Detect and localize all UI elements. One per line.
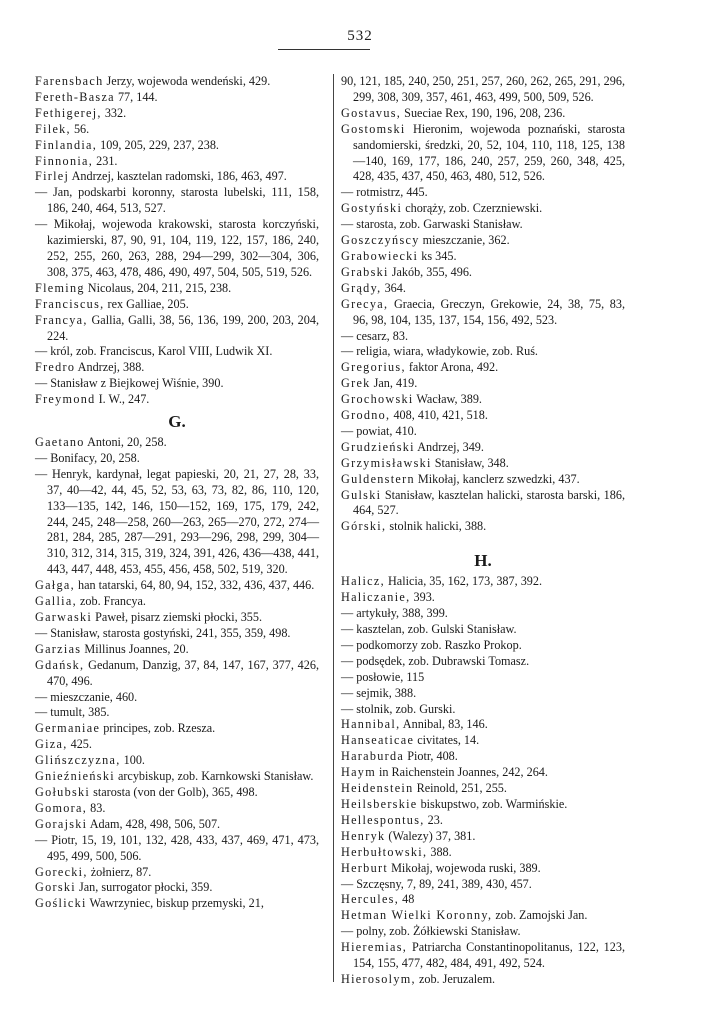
entry-headword: Gregorius, xyxy=(341,360,406,375)
entry-text: mieszczanie, 362. xyxy=(422,233,510,248)
entry-text: Mikołaj, wojewoda ruski, 389. xyxy=(391,860,541,875)
entry-text: — polny, zob. Żółkiewski Stanisław. xyxy=(341,924,521,939)
entry-text: in Raichenstein Joannes, 242, 264. xyxy=(379,765,548,780)
entry-text: 48 xyxy=(402,892,415,907)
entry-headword: Grzymisławski xyxy=(341,455,432,470)
entry-headword: Gostavus, xyxy=(341,105,402,120)
entry-text: — stolnik, zob. Gurski. xyxy=(341,701,456,716)
entry-text: — Stanisław, starosta gostyński, 241, 355, 359, 498. xyxy=(35,625,291,640)
entry-text: — Piotr, 15, 19, 101, 132, 428, 433, 437, 469, 471, 473, 495, 499, 500, 506. xyxy=(35,832,319,863)
entry-headword: Grądy, xyxy=(341,280,382,295)
index-entry xyxy=(35,451,319,467)
entry-text: rex Galliae, 205. xyxy=(107,296,189,311)
entry-text: Patriarcha Constantinopolitanus, 122, 123, 154, 155, 477, 482, 484, 491, 492, 524. xyxy=(353,940,626,971)
entry-text: Hieronim, wojewoda poznański, starosta sandomierski, średzki, 20, 52, 104, 110, 118, 125, 138—140, 169, 177, 186, 240, 257, 259, 260, 348, 425, 428, 435, 437, 450, 463, 480, 512, 526. xyxy=(353,121,625,184)
entry-headword: Franciscus, xyxy=(35,296,105,311)
entry-text: Antoni, 20, 258. xyxy=(87,435,167,450)
entry-headword: Gostyński xyxy=(341,201,403,216)
entry-headword: Farensbach xyxy=(35,74,104,88)
index-entry xyxy=(341,424,625,440)
entry-text: civitates, 14. xyxy=(417,733,480,748)
entry-headword: Goślicki xyxy=(35,896,87,911)
entry-headword: Grudzieński xyxy=(341,439,415,454)
index-entry xyxy=(341,408,625,424)
entry-text: chorąży, zob. Czerzniewski. xyxy=(405,201,543,216)
entry-headword: Grabski xyxy=(341,264,389,279)
index-entry xyxy=(341,702,625,718)
index-entry xyxy=(341,829,625,845)
entry-text: (Walezy) 37, 381. xyxy=(388,828,476,843)
column-divider xyxy=(333,74,334,982)
entry-headword: Gorajski xyxy=(35,816,88,831)
entry-text: Stanisław, kasztelan halicki, starosta barski, 186, 464, 527. xyxy=(353,487,625,518)
index-entry xyxy=(35,467,319,578)
entry-headword: Garzias xyxy=(35,641,82,656)
index-entry xyxy=(341,456,625,472)
entry-text: zob. Francya. xyxy=(79,594,146,609)
entry-headword: Henryk xyxy=(341,828,386,843)
entry-text: — tumult, 385. xyxy=(35,705,110,720)
entry-headword: Gulski xyxy=(341,487,382,502)
entry-headword: Halicz, xyxy=(341,574,385,589)
entry-text: Jakób, 355, 496. xyxy=(391,264,472,279)
entry-headword: Hannibal, xyxy=(341,717,401,732)
entry-text: Andrzej, 388. xyxy=(77,360,145,375)
entry-text: Andrzej, kasztelan radomski, 186, 463, 497. xyxy=(71,169,287,184)
entry-text: starosta (von der Golb), 365, 498. xyxy=(93,784,258,799)
index-entry xyxy=(341,74,625,106)
index-entry xyxy=(341,908,625,924)
entry-text: — posłowie, 115 xyxy=(341,669,425,684)
entry-text: arcybiskup, zob. Karnkowski Stanisław. xyxy=(117,769,314,784)
entry-headword: Gostomski xyxy=(341,121,406,136)
index-column-right xyxy=(341,74,625,988)
entry-headword: Finnonia, xyxy=(35,153,94,168)
index-entry xyxy=(341,813,625,829)
entry-text: 100. xyxy=(123,753,145,768)
entry-text: Sueciae Rex, 190, 196, 208, 236. xyxy=(404,105,566,120)
entry-headword: Goszczyńscy xyxy=(341,233,420,248)
index-entry xyxy=(341,233,625,249)
entry-headword: Grochowski xyxy=(341,392,414,407)
entry-text: — sejmik, 388. xyxy=(341,685,417,700)
entry-text: — król, zob. Franciscus, Karol VIII, Ludwik XI. xyxy=(35,344,273,359)
entry-text: Gedanum, Danzig, 37, 84, 147, 167, 377, 426, 470, 496. xyxy=(47,657,320,688)
entry-headword: Herbułtowski, xyxy=(341,844,428,859)
index-entry xyxy=(35,344,319,360)
section-letter: H. xyxy=(474,551,492,571)
index-entry xyxy=(35,737,319,753)
entry-text: zob. Jeruzalem. xyxy=(418,971,496,986)
index-entry xyxy=(341,733,625,749)
index-entry xyxy=(35,90,319,106)
entry-text: Jan, 419. xyxy=(373,376,418,391)
index-entry xyxy=(341,344,625,360)
entry-text: stolnik halicki, 388. xyxy=(389,519,487,534)
entry-text: 56. xyxy=(73,121,90,136)
entry-text: 109, 205, 229, 237, 238. xyxy=(100,137,219,152)
entry-headword: Hanseaticae xyxy=(341,733,415,748)
index-entry xyxy=(35,313,319,345)
entry-text: biskupstwo, zob. Warmińskie. xyxy=(420,796,568,811)
entry-text: — artykuły, 388, 399. xyxy=(341,606,448,621)
index-entry xyxy=(35,610,319,626)
entry-text: 23. xyxy=(427,812,443,827)
entry-headword: Heilsberskie xyxy=(341,796,418,811)
entry-headword: Hellespontus, xyxy=(341,812,425,827)
index-entry xyxy=(341,376,625,392)
entry-headword: Hierosolym, xyxy=(341,971,416,986)
entry-text: 90, 121, 185, 240, 250, 251, 257, 260, 262, 265, 291, 296, 299, 308, 309, 357, 461, 463, 499, 500, 509, 526. xyxy=(341,74,625,104)
index-entry xyxy=(341,638,625,654)
entry-headword: Gaetano xyxy=(35,435,85,450)
entry-text: — kasztelan, zob. Gulski Stanisław. xyxy=(341,622,517,636)
entry-headword: Grabowiecki xyxy=(341,248,419,263)
entry-text: Graecia, Greczyn, Grekowie, 24, 38, 75, 83, 96, 98, 104, 135, 137, 154, 156, 492, 523. xyxy=(353,296,625,327)
page-number-rule xyxy=(278,49,370,50)
entry-headword: Gdańsk, xyxy=(35,657,85,672)
index-entry xyxy=(341,122,625,186)
entry-headword: Fereth-Basza xyxy=(35,89,115,104)
entry-headword: Hetman Wielki Koronny, xyxy=(341,908,493,923)
index-entry xyxy=(341,360,625,376)
entry-text: 231. xyxy=(96,153,118,168)
entry-text: 77, 144. xyxy=(117,89,158,104)
entry-text: — Stanisław z Biejkowej Wiśnie, 390. xyxy=(35,376,224,391)
entry-text: — podsędek, zob. Dubrawski Tomasz. xyxy=(341,653,530,668)
index-entry xyxy=(341,765,625,781)
entry-text: — mieszczanie, 460. xyxy=(35,689,138,704)
entry-text: ks 345. xyxy=(421,248,457,263)
index-entry xyxy=(341,574,625,590)
index-entry xyxy=(35,785,319,801)
entry-text: Reinold, 251, 255. xyxy=(416,781,507,796)
entry-text: han tatarski, 64, 80, 94, 152, 332, 436, 437, 446. xyxy=(78,578,315,593)
index-entry xyxy=(341,106,625,122)
entry-text: — rotmistrz, 445. xyxy=(341,185,428,200)
index-entry xyxy=(341,329,625,345)
entry-text: — powiat, 410. xyxy=(341,423,417,438)
entry-headword: Gałga, xyxy=(35,578,75,593)
index-entry xyxy=(341,201,625,217)
index-entry xyxy=(341,892,625,908)
index-entry xyxy=(35,106,319,122)
index-entry xyxy=(341,519,625,535)
entry-headword: Gnieźnieński xyxy=(35,769,115,784)
entry-text: 393. xyxy=(413,590,435,605)
section-letter: G. xyxy=(168,412,186,432)
index-entry xyxy=(35,658,319,690)
entry-headword: Heidenstein xyxy=(341,781,414,796)
entry-text: — Szczęsny, 7, 89, 241, 389, 430, 457. xyxy=(341,876,532,891)
entry-headword: Gorski xyxy=(35,880,76,895)
entry-text: żołnierz, 87. xyxy=(90,864,152,879)
index-entry xyxy=(341,606,625,622)
entry-headword: Grodno, xyxy=(341,408,391,423)
entry-text: Halicia, 35, 162, 173, 387, 392. xyxy=(388,574,543,589)
index-entry xyxy=(341,972,625,988)
index-entry xyxy=(35,360,319,376)
index-entry xyxy=(35,642,319,658)
index-entry xyxy=(341,281,625,297)
index-entry xyxy=(35,169,319,185)
index-entry xyxy=(341,717,625,733)
page-number: 532 xyxy=(347,28,373,44)
index-entry xyxy=(341,940,625,972)
entry-headword: Guldenstern xyxy=(341,471,415,486)
index-entry xyxy=(35,865,319,881)
index-entry xyxy=(35,376,319,392)
index-entry xyxy=(341,472,625,488)
index-entry xyxy=(35,896,319,912)
index-entry xyxy=(341,440,625,456)
index-entry xyxy=(341,392,625,408)
index-entry xyxy=(341,654,625,670)
entry-text: Mikołaj, kanclerz szwedzki, 437. xyxy=(417,471,580,486)
index-entry xyxy=(35,297,319,313)
index-entry xyxy=(35,578,319,594)
index-entry xyxy=(341,185,625,201)
section-spacer xyxy=(341,535,625,547)
index-entry xyxy=(35,217,319,281)
entry-headword: Gorecki, xyxy=(35,864,88,879)
index-entry xyxy=(341,622,625,638)
entry-headword: Glińszczyzna, xyxy=(35,753,121,768)
entry-text: Annibal, 83, 146. xyxy=(402,717,488,732)
index-entry xyxy=(341,217,625,233)
entry-text: — cesarz, 83. xyxy=(341,328,409,343)
index-entry xyxy=(35,753,319,769)
entry-headword: Giza, xyxy=(35,737,68,752)
index-entry xyxy=(35,705,319,721)
entry-text: — religia, wiara, władykowie, zob. Ruś. xyxy=(341,344,538,359)
entry-text: 425. xyxy=(70,737,92,752)
entry-text: I. W., 247. xyxy=(98,392,150,407)
index-entry xyxy=(35,817,319,833)
entry-text: Piotr, 408. xyxy=(407,749,458,764)
index-entry xyxy=(35,626,319,642)
entry-headword: Firlej xyxy=(35,169,70,184)
entry-text: Jan, surrogator płocki, 359. xyxy=(79,880,213,895)
entry-headword: Haraburda xyxy=(341,749,405,764)
index-entry xyxy=(341,749,625,765)
entry-text: Adam, 428, 498, 506, 507. xyxy=(89,816,221,831)
entry-text: Gallia, Galli, 38, 56, 136, 199, 200, 203, 204, 224. xyxy=(47,312,320,343)
entry-text: faktor Arona, 492. xyxy=(408,360,499,375)
index-entry xyxy=(35,880,319,896)
index-entry xyxy=(35,281,319,297)
entry-text: — Mikołaj, wojewoda krakowski, starosta korczyński, kazimierski, 87, 90, 91, 104, 119, 122, 157, 186, 240, 252, 255, 260, 263, 288, 294—299, 302—304, 306, 308, 375, 463, 478, 486, 490, 497, 504, 505, 519, 526. xyxy=(35,217,319,279)
entry-headword: Grek xyxy=(341,376,371,391)
entry-headword: Filek, xyxy=(35,121,71,136)
entry-headword: Gomora, xyxy=(35,800,88,815)
entry-headword: Grecya, xyxy=(341,296,389,311)
index-entry xyxy=(35,769,319,785)
entry-headword: Gołubski xyxy=(35,784,91,799)
index-entry xyxy=(341,297,625,329)
entry-headword: Francya, xyxy=(35,312,88,327)
index-entry xyxy=(35,594,319,610)
entry-text: — Jan, podskarbi koronny, starosta lubelski, 111, 158, 186, 240, 464, 513, 527. xyxy=(35,185,319,216)
index-entry xyxy=(35,154,319,170)
entry-text: — starosta, zob. Garwaski Stanisław. xyxy=(341,217,523,232)
index-entry xyxy=(35,185,319,217)
index-entry xyxy=(341,265,625,281)
index-entry xyxy=(341,686,625,702)
index-entry xyxy=(35,392,319,408)
entry-text: zob. Zamojski Jan. xyxy=(495,908,588,923)
entry-headword: Garwaski xyxy=(35,610,93,624)
entry-text: Jerzy, wojewoda wendeński, 429. xyxy=(106,74,271,88)
entry-text: Wawrzyniec, biskup przemyski, 21, xyxy=(89,896,264,911)
entry-headword: Gallia, xyxy=(35,594,77,609)
entry-text: 408, 410, 421, 518. xyxy=(393,408,488,423)
index-column-left xyxy=(35,74,319,912)
entry-text: 83. xyxy=(90,800,106,815)
entry-headword: Górski, xyxy=(341,519,387,534)
entry-headword: Hercules, xyxy=(341,892,400,907)
index-entry xyxy=(341,924,625,940)
entry-headword: Haliczanie, xyxy=(341,590,411,605)
index-entry xyxy=(35,833,319,865)
index-entry xyxy=(35,690,319,706)
entry-text: Stanisław, 348. xyxy=(434,455,509,470)
entry-text: — podkomorzy zob. Raszko Prokop. xyxy=(341,637,522,652)
index-entry xyxy=(341,590,625,606)
entry-text: principes, zob. Rzesza. xyxy=(103,721,216,736)
index-entry xyxy=(35,435,319,451)
index-entry xyxy=(341,861,625,877)
entry-text: 332. xyxy=(104,105,127,120)
entry-headword: Fleming xyxy=(35,280,85,295)
entry-text: — Henryk, kardynał, legat papieski, 20, 21, 27, 28, 33, 37, 40—42, 44, 45, 52, 53, 63, 73, 82, 86, 110, 120, 133—135, 142, 146, 150—152, 169, 175, 179, 242, 244, 245, 248—258, 260—263, 265—270, 272, 274—281, 284, 285, 287—291, 293—296, 298, 299, 304—310, 312, 314, 315, 319, 324, 391, 426, 436—438, 441, 443, 447, 448, 453, 455, 456, 458, 502, 519, 320. xyxy=(35,466,319,577)
entry-headword: Fethigerej, xyxy=(35,105,102,120)
entry-text: Nicolaus, 204, 211, 215, 238. xyxy=(87,280,232,295)
index-entry xyxy=(341,249,625,265)
entry-headword: Haym xyxy=(341,765,376,780)
entry-headword: Freymond xyxy=(35,392,96,407)
index-entry xyxy=(341,797,625,813)
entry-text: 388. xyxy=(430,844,452,859)
index-entry xyxy=(341,845,625,861)
index-entry xyxy=(341,488,625,520)
entry-text: 364. xyxy=(384,280,406,295)
index-entry xyxy=(341,670,625,686)
entry-headword: Hieremias, xyxy=(341,940,408,955)
entry-headword: Herburt xyxy=(341,860,389,875)
entry-text: Wacław, 389. xyxy=(416,392,482,407)
index-entry xyxy=(35,721,319,737)
entry-headword: Fredro xyxy=(35,360,76,375)
entry-text: Paweł, pisarz ziemski płocki, 355. xyxy=(95,610,263,624)
entry-headword: Finlandia, xyxy=(35,137,98,152)
entry-text: Andrzej, 349. xyxy=(417,439,484,454)
entry-text: Millinus Joannes, 20. xyxy=(84,641,189,656)
index-entry xyxy=(341,781,625,797)
index-entry xyxy=(341,877,625,893)
index-entry xyxy=(35,138,319,154)
index-entry xyxy=(35,122,319,138)
index-entry xyxy=(35,74,319,90)
index-entry xyxy=(35,801,319,817)
entry-headword: Germaniae xyxy=(35,721,101,736)
entry-text: — Bonifacy, 20, 258. xyxy=(35,450,140,465)
